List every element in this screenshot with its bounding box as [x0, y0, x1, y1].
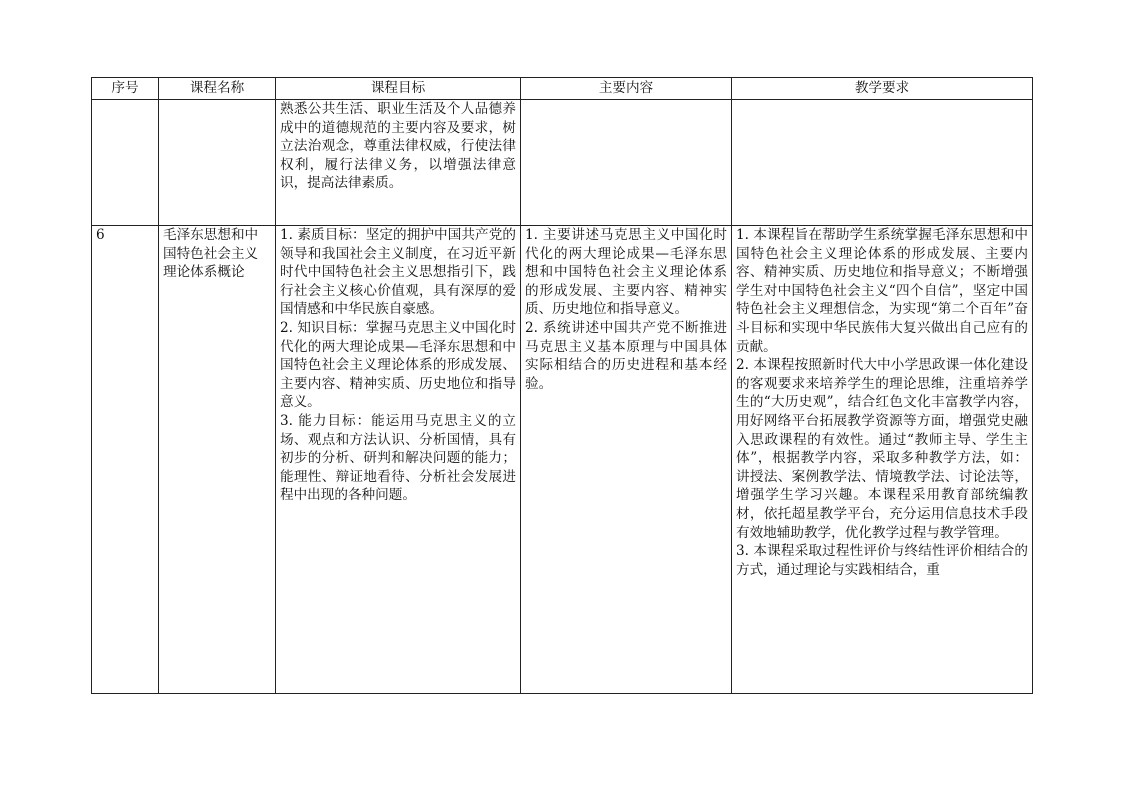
- content-item-1: 1. 主要讲述马克思主义中国化时代化的两大理论成果—毛泽东思想和中国特色社会主义理论体系的形成发展、主要内容、精神实质、历史地位和指导意义。: [525, 227, 727, 318]
- requirement-item-1: 1. 本课程旨在帮助学生系统掌握毛泽东思想和中国特色社会主义理论体系的形成发展、主要内容、精神实质、历史地位和指导意义；不断增强学生对中国特色社会主义“四个自信”，坚定中国特色社会主义理想信念，为实现“第二个百年”奋斗目标和实现中华民族伟大复兴做出自己应有的贡献。: [736, 227, 1028, 355]
- table-row: [92, 226, 1033, 694]
- cell-number: 6: [92, 226, 159, 694]
- content-item-2: 2. 系统讲述中国共产党不断推进马克思主义基本原理与中国具体实际相结合的历史进程和基本经验。: [525, 319, 727, 392]
- cell-course-goals: [276, 226, 521, 694]
- goal-quality: 1. 素质目标：坚定的拥护中国共产党的领导和我国社会主义制度，在习近平新时代中国特色社会主义思想指引下，践行社会主义核心价值观，具有深厚的爱国情感和中华民族自豪感。: [280, 227, 516, 318]
- header-number: 序号: [92, 78, 159, 100]
- goal-knowledge: 2. 知识目标：掌握马克思主义中国化时代化的两大理论成果—毛泽东思想和中国特色社会主义理论体系的形成发展、主要内容、精神实质、历史地位和指导意义。: [280, 319, 516, 411]
- cell-main-content: [521, 100, 732, 226]
- requirement-item-3: 3. 本课程采取过程性评价与终结性评价相结合的方式，通过理论与实践相结合，重: [736, 543, 1028, 578]
- table-row: [92, 100, 1033, 226]
- cell-course-name: 毛泽东思想和中国特色社会主义理论体系概论: [159, 226, 276, 694]
- header-main-content: 主要内容: [521, 78, 732, 100]
- cell-course-name: [159, 100, 276, 226]
- goal-ability: 3. 能力目标：能运用马克思主义的立场、观点和方法认识、分析国情，具有初步的分析、研判和解决问题的能力；能理性、辩证地看待、分析社会发展进程中出现的各种问题。: [280, 412, 516, 504]
- course-table: [91, 77, 1033, 694]
- cell-teaching-requirements: [732, 226, 1033, 694]
- cell-teaching-requirements: [732, 100, 1033, 226]
- cell-course-goals: [276, 100, 521, 226]
- cell-main-content: [521, 226, 732, 694]
- cell-number: [92, 100, 159, 226]
- header-course-goals: 课程目标: [276, 78, 521, 100]
- goals-text: 熟悉公共生活、职业生活及个人品德养成中的道德规范的主要内容及要求，树立法治观念，尊重法律权威，行使法律权利，履行法律义务，以增强法律意识，提高法律素质。: [280, 101, 516, 192]
- header-teaching-requirements: 教学要求: [732, 78, 1033, 100]
- header-row: [92, 78, 1033, 100]
- requirement-item-2: 2. 本课程按照新时代大中小学思政课一体化建设的客观要求来培养学生的理论思维，注重培养学生的“大历史观”，结合红色文化丰富教学内容，用好网络平台拓展教学资源等方面，增强党史融入思政课程的有效性。通过“教师主导、学生主体”，根据教学内容，采取多种教学方法，如：讲授法、案例教学法、情境教学法、讨论法等，增强学生学习兴趣。本课程采用教育部统编教材，依托超星教学平台，充分运用信息技术手段有效地辅助教学，优化教学过程与教学管理。: [736, 357, 1028, 541]
- header-course-name: 课程名称: [159, 78, 276, 100]
